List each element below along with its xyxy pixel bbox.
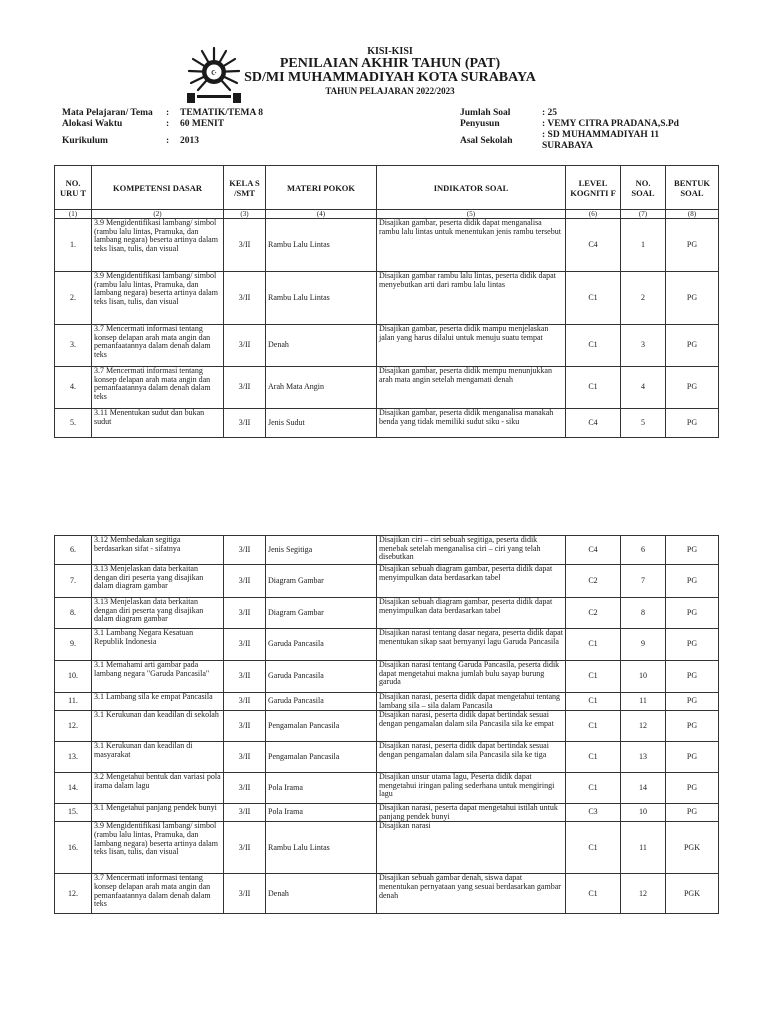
kelas-cell: 3/II bbox=[224, 325, 266, 367]
kelas-cell: 3/II bbox=[224, 661, 266, 693]
level-kognitif-cell: C4 bbox=[566, 409, 621, 438]
meta-value: TEMATIK/TEMA 8 bbox=[180, 108, 263, 118]
meta-left bbox=[62, 108, 322, 148]
no-soal-cell: 6 bbox=[621, 536, 666, 565]
kelas-cell: 3/II bbox=[224, 629, 266, 661]
no-soal-cell: 3 bbox=[621, 325, 666, 367]
meta-school-row bbox=[460, 130, 710, 154]
materi-pokok-cell: Jenis Sudut bbox=[266, 409, 377, 438]
level-kognitif-cell: C1 bbox=[566, 661, 621, 693]
indikator-soal-cell: Disajikan narasi, peserta didik dapat mengetahui tentang lambang sila – sila dalam Pancasila bbox=[377, 693, 566, 711]
level-kognitif-cell: C1 bbox=[566, 773, 621, 804]
materi-pokok-cell: Pengamalan Pancasila bbox=[266, 742, 377, 773]
materi-pokok-cell: Denah bbox=[266, 874, 377, 914]
no-soal-cell: 4 bbox=[621, 367, 666, 409]
row-number: 15. bbox=[55, 804, 92, 822]
kompetensi-dasar-cell: 3.1 Memahami arti gambar pada lambang negara "Garuda Pancasila" bbox=[92, 661, 224, 693]
table-body-page-2 bbox=[55, 536, 719, 914]
row-number: 16. bbox=[55, 822, 92, 874]
table-body-page-1 bbox=[55, 219, 719, 438]
bentuk-soal-cell: PG bbox=[666, 693, 719, 711]
level-kognitif-cell: C1 bbox=[566, 822, 621, 874]
row-number: 5. bbox=[55, 409, 92, 438]
row-number: 1. bbox=[55, 219, 92, 272]
bentuk-soal-cell: PG bbox=[666, 773, 719, 804]
no-soal-cell: 11 bbox=[621, 822, 666, 874]
materi-pokok-cell: Jenis Segitiga bbox=[266, 536, 377, 565]
no-soal-cell: 8 bbox=[621, 598, 666, 629]
header-kelas: KELA S /SMT bbox=[224, 166, 266, 210]
kelas-cell: 3/II bbox=[224, 804, 266, 822]
muhammadiyah-logo-icon bbox=[183, 45, 245, 105]
row-number: 7. bbox=[55, 565, 92, 598]
table-row bbox=[55, 874, 719, 914]
indikator-soal-cell: Disajikan narasi tentang Garuda Pancasila, peserta didik dapat mengetahui makna jumlah bulu sayap burung garuda bbox=[377, 661, 566, 693]
meta-subject-row: Mata Pelajaran/ Tema : TEMATIK/TEMA 8 bbox=[62, 108, 263, 118]
meta-curriculum-row: Kurikulum : 2013 bbox=[62, 136, 199, 146]
level-kognitif-cell: C1 bbox=[566, 367, 621, 409]
kompetensi-dasar-cell: 3.7 Mencermati informasi tentang konsep delapan arah mata angin dan pemanfaatannya dalam denah dalam teks bbox=[92, 367, 224, 409]
bentuk-soal-cell: PG bbox=[666, 661, 719, 693]
kompetensi-dasar-cell: 3.1 Mengetahui panjang pendek bunyi bbox=[92, 804, 224, 822]
bentuk-soal-cell: PGK bbox=[666, 874, 719, 914]
header-indikator: INDIKATOR SOAL bbox=[377, 166, 566, 210]
table-row bbox=[55, 773, 719, 804]
level-kognitif-cell: C1 bbox=[566, 629, 621, 661]
meta-label: Mata Pelajaran/ Tema bbox=[62, 108, 153, 118]
kelas-cell: 3/II bbox=[224, 598, 266, 629]
title-line-3: SD/MI MUHAMMADIYAH KOTA SURABAYA bbox=[244, 70, 536, 85]
table-subheader-row: (1) (2) (3) (4) (5) (6) (7) (8) bbox=[55, 210, 719, 219]
kelas-cell: 3/II bbox=[224, 272, 266, 325]
materi-pokok-cell: Pengamalan Pancasila bbox=[266, 711, 377, 742]
kompetensi-dasar-cell: 3.1 Kerukunan dan keadilan di masyarakat bbox=[92, 742, 224, 773]
kompetensi-dasar-cell: 3.12 Membedakan segitiga berdasarkan sifat - sifatnya bbox=[92, 536, 224, 565]
row-number: 4. bbox=[55, 367, 92, 409]
meta-label: Jumlah Soal bbox=[460, 108, 511, 118]
bentuk-soal-cell: PG bbox=[666, 598, 719, 629]
row-number: 8. bbox=[55, 598, 92, 629]
no-soal-cell: 12 bbox=[621, 711, 666, 742]
level-kognitif-cell: C1 bbox=[566, 742, 621, 773]
materi-pokok-cell: Pola Irama bbox=[266, 804, 377, 822]
row-number: 10. bbox=[55, 661, 92, 693]
meta-value: : 25 bbox=[542, 108, 558, 118]
row-number: 12. bbox=[55, 874, 92, 914]
kelas-cell: 3/II bbox=[224, 367, 266, 409]
level-kognitif-cell: C1 bbox=[566, 325, 621, 367]
level-kognitif-cell: C1 bbox=[566, 693, 621, 711]
indikator-soal-cell: Disajikan gambar, peserta didik mempu menunjukkan arah mata angin setelah mengamati denah bbox=[377, 367, 566, 409]
table-row bbox=[55, 629, 719, 661]
kompetensi-dasar-cell: 3.7 Mencermati informasi tentang konsep delapan arah mata angin dan pemanfaatannya dalam denah dalam teks bbox=[92, 874, 224, 914]
meta-right bbox=[460, 108, 710, 156]
materi-pokok-cell: Rambu Lalu Lintas bbox=[266, 272, 377, 325]
row-number: 6. bbox=[55, 536, 92, 565]
row-number: 12. bbox=[55, 711, 92, 742]
meta-author-row bbox=[460, 119, 710, 130]
row-number: 2. bbox=[55, 272, 92, 325]
svg-text:☪: ☪ bbox=[210, 69, 218, 77]
no-soal-cell: 14 bbox=[621, 773, 666, 804]
row-number: 13. bbox=[55, 742, 92, 773]
level-kognitif-cell: C1 bbox=[566, 711, 621, 742]
meta-label: Asal Sekolah bbox=[460, 136, 513, 146]
kisi-kisi-table-page-1 bbox=[54, 165, 719, 438]
kompetensi-dasar-cell: 3.1 Lambang Negara Kesatuan Republik Indonesia bbox=[92, 629, 224, 661]
kompetensi-dasar-cell: 3.7 Mencermati informasi tentang konsep delapan arah mata angin dan pemanfaatannya dalam denah dalam teks bbox=[92, 325, 224, 367]
indikator-soal-cell: Disajikan sebuah diagram gambar, peserta didik dapat menyimpulkan data berdasarkan tabel bbox=[377, 598, 566, 629]
meta-label: Kurikulum bbox=[62, 136, 108, 146]
no-soal-cell: 12 bbox=[621, 874, 666, 914]
no-soal-cell: 10 bbox=[621, 661, 666, 693]
table-row bbox=[55, 409, 719, 438]
row-number: 9. bbox=[55, 629, 92, 661]
meta-value-line-2: SURABAYA bbox=[542, 141, 594, 151]
kelas-cell: 3/II bbox=[224, 773, 266, 804]
header-no-soal: NO. SOAL bbox=[621, 166, 666, 210]
title-line-4: TAHUN PELAJARAN 2022/2023 bbox=[325, 86, 455, 96]
bentuk-soal-cell: PG bbox=[666, 711, 719, 742]
table-row bbox=[55, 598, 719, 629]
kelas-cell: 3/II bbox=[224, 536, 266, 565]
level-kognitif-cell: C2 bbox=[566, 565, 621, 598]
kelas-cell: 3/II bbox=[224, 219, 266, 272]
header-level: LEVEL KOGNITI F bbox=[566, 166, 621, 210]
meta-label: Penyusun bbox=[460, 119, 500, 129]
kelas-cell: 3/II bbox=[224, 742, 266, 773]
bentuk-soal-cell: PG bbox=[666, 536, 719, 565]
bentuk-soal-cell: PG bbox=[666, 272, 719, 325]
indikator-soal-cell: Disajikan narasi, peserta didik dapat bertindak sesuai dengan pengamalan dalam sila Pancasila sila ke empat bbox=[377, 711, 566, 742]
table-row bbox=[55, 804, 719, 822]
table-row bbox=[55, 661, 719, 693]
bentuk-soal-cell: PG bbox=[666, 325, 719, 367]
materi-pokok-cell: Rambu Lalu Lintas bbox=[266, 219, 377, 272]
table-row bbox=[55, 536, 719, 565]
indikator-soal-cell: Disajikan narasi tentang dasar negara, peserta didik dapat menentukan sikap saat bernyanyi lagu Garuda Pancasila bbox=[377, 629, 566, 661]
meta-value: : VEMY CITRA PRADANA,S.Pd bbox=[542, 119, 679, 129]
indikator-soal-cell: Disajikan sebuah gambar denah, siswa dapat menentukan pernyataan yang sesuai berdasarkan gambar denah bbox=[377, 874, 566, 914]
document-title bbox=[240, 46, 540, 97]
bentuk-soal-cell: PG bbox=[666, 804, 719, 822]
kompetensi-dasar-cell: 3.2 Mengetahui bentuk dan variasi pola irama dalam lagu bbox=[92, 773, 224, 804]
kompetensi-dasar-cell: 3.1 Lambang sila ke empat Pancasila bbox=[92, 693, 224, 711]
kompetensi-dasar-cell: 3.1 Kerukunan dan keadilan di sekolah bbox=[92, 711, 224, 742]
kompetensi-dasar-cell: 3.9 Mengidentifikasi lambang/ simbol (rambu lalu lintas, Pramuka, dan lambang negara) beserta artinya dalam teks lisan, tulis, dan visual bbox=[92, 822, 224, 874]
materi-pokok-cell: Garuda Pancasila bbox=[266, 693, 377, 711]
kompetensi-dasar-cell: 3.11 Menentukan sudut dan bukan sudut bbox=[92, 409, 224, 438]
kelas-cell: 3/II bbox=[224, 409, 266, 438]
no-soal-cell: 11 bbox=[621, 693, 666, 711]
bentuk-soal-cell: PG bbox=[666, 409, 719, 438]
indikator-soal-cell: Disajikan gambar, peserta didik menganalisa manakah benda yang tidak memiliki sudut siku - siku bbox=[377, 409, 566, 438]
no-soal-cell: 5 bbox=[621, 409, 666, 438]
title-line-1: KISI-KISI bbox=[367, 46, 413, 57]
materi-pokok-cell: Pola Irama bbox=[266, 773, 377, 804]
level-kognitif-cell: C4 bbox=[566, 219, 621, 272]
indikator-soal-cell: Disajikan unsur utama lagu, Peserta didik dapat mengetahui iringan paling sederhana untuk mengiringi lagu bbox=[377, 773, 566, 804]
header-materi: MATERI POKOK bbox=[266, 166, 377, 210]
level-kognitif-cell: C3 bbox=[566, 804, 621, 822]
table-row bbox=[55, 325, 719, 367]
indikator-soal-cell: Disajikan narasi bbox=[377, 822, 566, 874]
header-no: NO. URU T bbox=[55, 166, 92, 210]
row-number: 3. bbox=[55, 325, 92, 367]
meta-time-row: Alokasi Waktu : 60 MENIT bbox=[62, 119, 225, 129]
no-soal-cell: 9 bbox=[621, 629, 666, 661]
level-kognitif-cell: C2 bbox=[566, 598, 621, 629]
materi-pokok-cell: Arah Mata Angin bbox=[266, 367, 377, 409]
no-soal-cell: 10 bbox=[621, 804, 666, 822]
table-row bbox=[55, 219, 719, 272]
header-bentuk: BENTUK SOAL bbox=[666, 166, 719, 210]
table-row bbox=[55, 565, 719, 598]
bentuk-soal-cell: PG bbox=[666, 742, 719, 773]
kelas-cell: 3/II bbox=[224, 822, 266, 874]
kelas-cell: 3/II bbox=[224, 711, 266, 742]
no-soal-cell: 7 bbox=[621, 565, 666, 598]
table-row bbox=[55, 272, 719, 325]
no-soal-cell: 13 bbox=[621, 742, 666, 773]
table-row bbox=[55, 742, 719, 773]
kompetensi-dasar-cell: 3.13 Menjelaskan data berkaitan dengan diri peserta yang disajikan dalam diagram gambar bbox=[92, 598, 224, 629]
level-kognitif-cell: C1 bbox=[566, 874, 621, 914]
materi-pokok-cell: Rambu Lalu Lintas bbox=[266, 822, 377, 874]
indikator-soal-cell: Disajikan sebuah diagram gambar, peserta didik dapat menyimpulkan data berdasarkan tabel bbox=[377, 565, 566, 598]
meta-value: : SD MUHAMMADIYAH 11 bbox=[542, 130, 660, 140]
table-row bbox=[55, 711, 719, 742]
table-header-row bbox=[55, 166, 719, 210]
level-kognitif-cell: C4 bbox=[566, 536, 621, 565]
kelas-cell: 3/II bbox=[224, 565, 266, 598]
header-kompetensi: KOMPETENSI DASAR bbox=[92, 166, 224, 210]
meta-count-row bbox=[460, 108, 710, 119]
kelas-cell: 3/II bbox=[224, 874, 266, 914]
indikator-soal-cell: Disajikan ciri – ciri sebuah segitiga, peserta didik menebak setelah menganalisa ciri – ciri yang telah disebutkan bbox=[377, 536, 566, 565]
indikator-soal-cell: Disajikan gambar, peserta didik dapat menganalisa rambu lalu lintas untuk menentukan jenis rambu tersebut bbox=[377, 219, 566, 272]
kompetensi-dasar-cell: 3.9 Mengidentifikasi lambang/ simbol (rambu lalu lintas, Pramuka, dan lambang negara) beserta artinya dalam teks lisan, tulis, dan visual bbox=[92, 272, 224, 325]
meta-value: 2013 bbox=[180, 136, 199, 146]
bentuk-soal-cell: PG bbox=[666, 367, 719, 409]
indikator-soal-cell: Disajikan narasi, peserta didik dapat bertindak sesuai dengan pengamalan dalam sila Pancasila sila ke tiga bbox=[377, 742, 566, 773]
kelas-cell: 3/II bbox=[224, 693, 266, 711]
materi-pokok-cell: Denah bbox=[266, 325, 377, 367]
meta-value: 60 MENIT bbox=[180, 119, 225, 129]
table-row bbox=[55, 822, 719, 874]
kompetensi-dasar-cell: 3.13 Menjelaskan data berkaitan dengan diri peserta yang disajikan dalam diagram gambar bbox=[92, 565, 224, 598]
table-row bbox=[55, 693, 719, 711]
row-number: 11. bbox=[55, 693, 92, 711]
row-number: 14. bbox=[55, 773, 92, 804]
materi-pokok-cell: Garuda Pancasila bbox=[266, 661, 377, 693]
kisi-kisi-table-page-2 bbox=[54, 535, 719, 914]
bentuk-soal-cell: PG bbox=[666, 219, 719, 272]
indikator-soal-cell: Disajikan narasi, peserta dapat mengetahui istilah untuk panjang pendek bunyi bbox=[377, 804, 566, 822]
bentuk-soal-cell: PG bbox=[666, 565, 719, 598]
no-soal-cell: 2 bbox=[621, 272, 666, 325]
bentuk-soal-cell: PG bbox=[666, 629, 719, 661]
no-soal-cell: 1 bbox=[621, 219, 666, 272]
table-row bbox=[55, 367, 719, 409]
indikator-soal-cell: Disajikan gambar rambu lalu lintas, peserta didik dapat menyebutkan arti dari rambu lalu lintas bbox=[377, 272, 566, 325]
indikator-soal-cell: Disajikan gambar, peserta didik mampu menjelaskan jalan yang harus dilalui untuk menuju suatu tempat bbox=[377, 325, 566, 367]
bentuk-soal-cell: PGK bbox=[666, 822, 719, 874]
materi-pokok-cell: Garuda Pancasila bbox=[266, 629, 377, 661]
title-line-2: PENILAIAN AKHIR TAHUN (PAT) bbox=[279, 56, 501, 71]
level-kognitif-cell: C1 bbox=[566, 272, 621, 325]
materi-pokok-cell: Diagram Gambar bbox=[266, 598, 377, 629]
meta-label: Alokasi Waktu bbox=[62, 119, 123, 129]
materi-pokok-cell: Diagram Gambar bbox=[266, 565, 377, 598]
kompetensi-dasar-cell: 3.9 Mengidentifikasi lambang/ simbol (rambu lalu lintas, Pramuka, dan lambang negara) beserta artinya dalam teks lisan, tulis, dan visual bbox=[92, 219, 224, 272]
